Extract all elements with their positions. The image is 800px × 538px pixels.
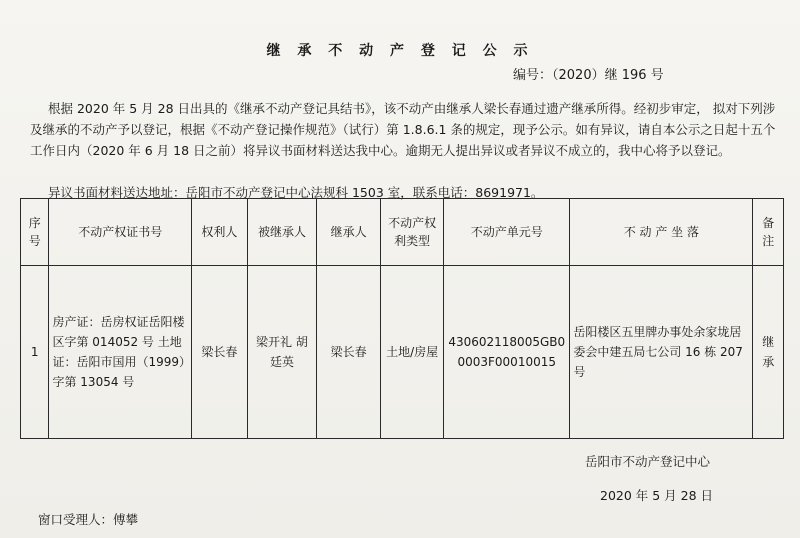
table-row: [21, 266, 784, 439]
document-number: 编号：（2020）继 196 号: [513, 68, 664, 83]
issue-date: 2020 年 5 月 28 日: [600, 488, 714, 503]
header-index: 序号: [21, 199, 49, 266]
cell-heir: 梁长春: [317, 266, 381, 439]
header-right-type: 不动产权利类型: [381, 199, 444, 266]
cell-holder: 梁长春: [191, 266, 247, 439]
header-holder: 权利人: [191, 199, 247, 266]
header-decedent: 被继承人: [247, 199, 316, 266]
cell-cert: 房产证：岳房权证岳阳楼区字第 014052 号 土地证：岳阳市国用（1999）字第 13054 号: [49, 266, 191, 439]
cell-unit-no: 430602118005GB00003F00010015: [444, 266, 570, 439]
body-paragraph: 根据 2020 年 5 月 28 日出具的《继承不动产登记具结书》，该不动产由继承人梁长春通过遗产继承所得。经初步审定， 拟对下列涉及继承的不动产予以登记，根据《不动产登记操作规范》（试行）第 1.8.6.1 条的规定，现予公示。如有异议，请自本公示之日起十五个工作日内（2020 年 6 月 18 日之前）将异议书面材料送达我中心。逾期无人提出异议或者异议不成立的，我中心将予以登记。: [30, 101, 776, 158]
cell-location: 岳阳楼区五里牌办事处余家垅居委会中建五局七公司 16 栋 207 号: [570, 266, 753, 439]
header-heir: 继承人: [317, 199, 381, 266]
cell-index: 1: [21, 266, 49, 439]
registration-table: [20, 198, 784, 439]
header-unit-no: 不动产单元号: [444, 199, 570, 266]
document-title: 继 承 不 动 产 登 记 公 示: [266, 43, 534, 59]
cell-right-type: 土地/房屋: [381, 266, 444, 439]
header-cert: 不动产权证书号: [49, 199, 191, 266]
header-location: 不 动 产 坐 落: [570, 199, 753, 266]
header-remark: 备注: [753, 199, 784, 266]
cell-remark: 继承: [753, 266, 784, 439]
table-header-row: [21, 199, 784, 266]
issuer-name: 岳阳市不动产登记中心: [585, 454, 711, 469]
clerk-name: 窗口受理人：傅攀: [38, 512, 139, 527]
objection-address: 异议书面材料送达地址：岳阳市不动产登记中心法规科 1503 室，联系电话：8691971。: [48, 185, 544, 200]
cell-decedent: 梁开礼 胡廷英: [247, 266, 316, 439]
